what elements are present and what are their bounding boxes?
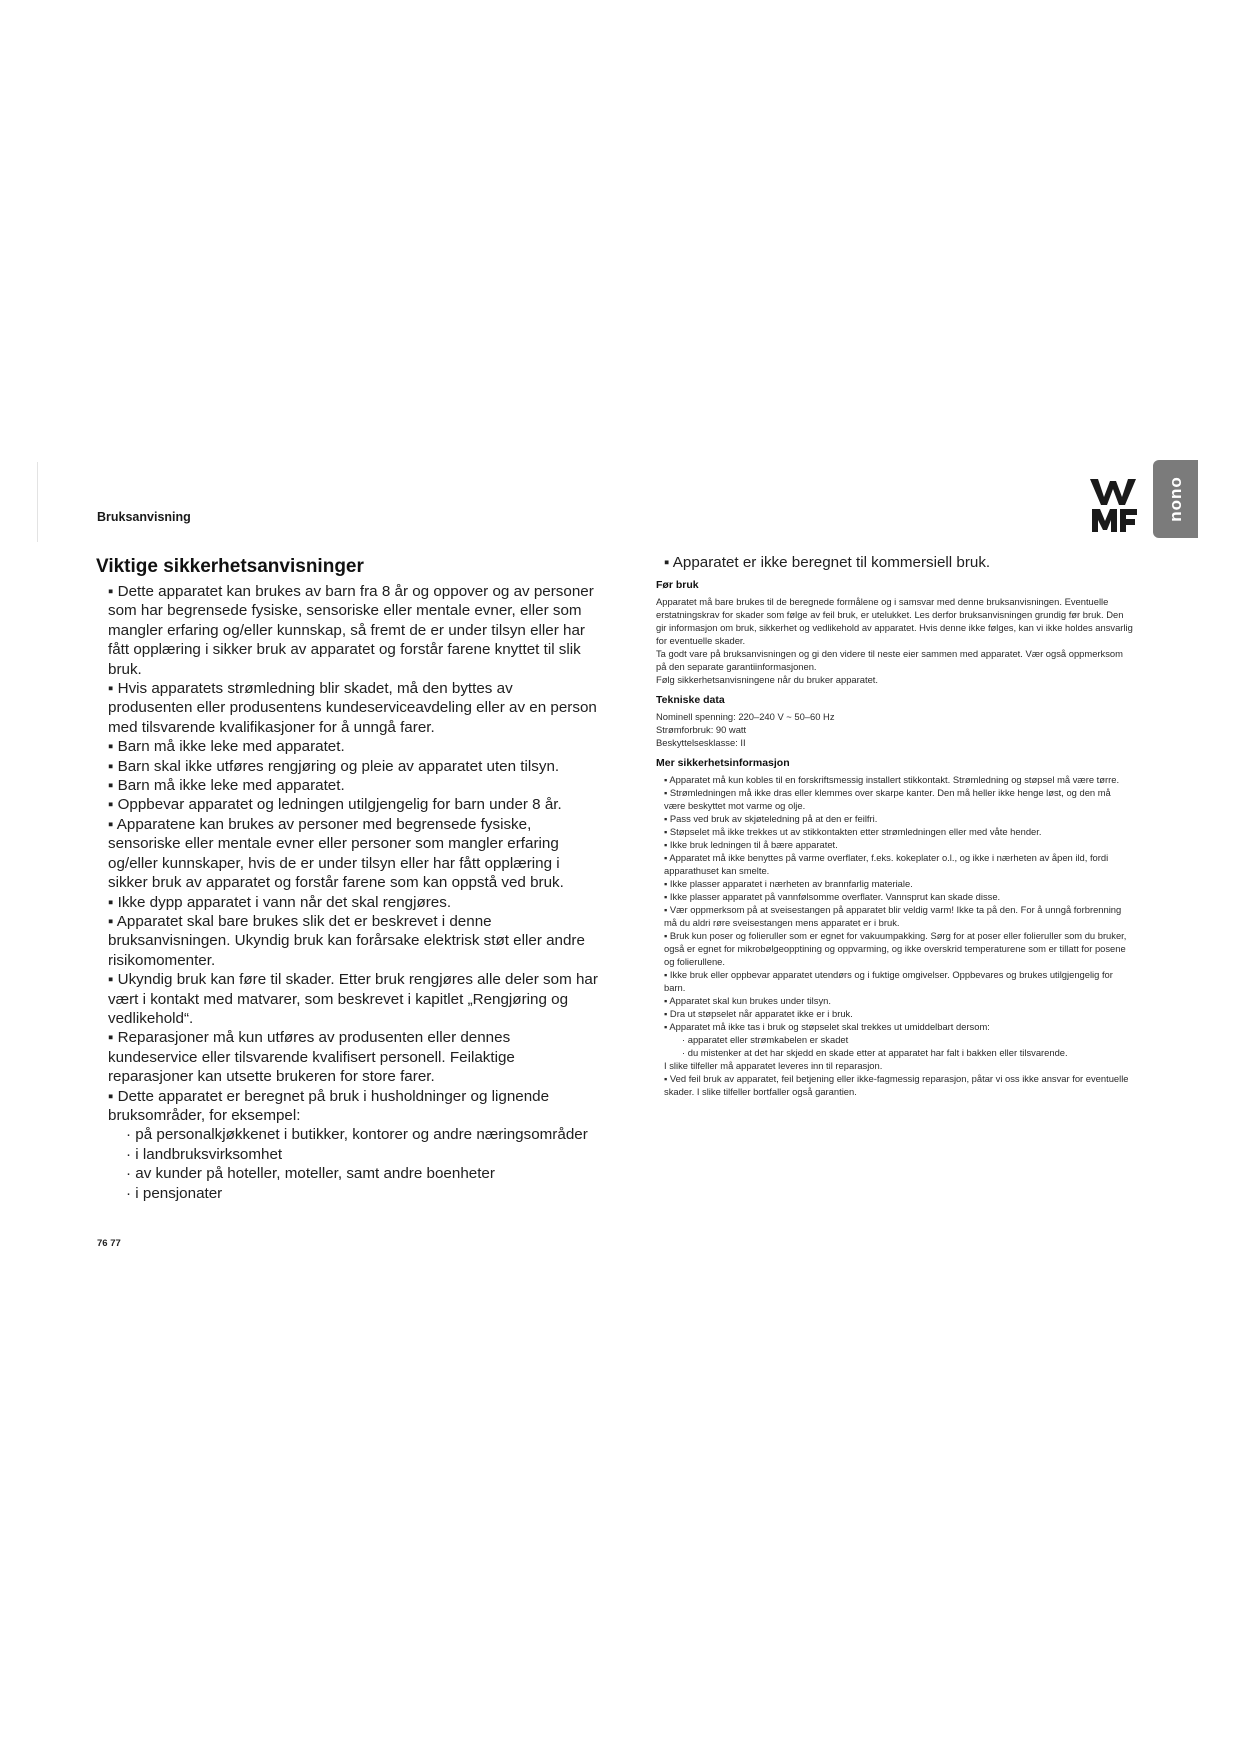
list-item: ▪ Ikke bruk ledningen til å bære apparatet. [664, 839, 838, 850]
list-item: ▪ Barn skal ikke utføres rengjøring og pleie av apparatet uten tilsyn. [108, 757, 560, 775]
list-item: ▪ Apparatet må ikke benyttes på varme overflater, f.eks. kokeplater o.l., og ikke i nærheten av åpen ild, fordi apparathuset kan smelte. [664, 852, 1109, 876]
list-item: ▪ Ikke bruk eller oppbevar apparatet utendørs og i fuktige omgivelser. Oppbevares og brukes utilgjengelig for barn. [664, 969, 1113, 993]
sub-list-item: · på personalkjøkkenet i butikker, kontorer og andre næringsområder [126, 1126, 588, 1144]
language-tab [1153, 460, 1198, 538]
sub-list-item: · i landbruksvirksomhet [126, 1145, 283, 1163]
wmf-logo [1088, 475, 1140, 535]
list-item: ▪ Dette apparatet er beregnet på bruk i husholdninger og lignende bruksområder, for eksempel: [108, 1087, 550, 1124]
list-item: ▪ Dra ut støpselet når apparatet ikke er i bruk. [664, 1008, 853, 1019]
list-item: ▪ Reparasjoner må kun utføres av produsenten eller dennes kundeservice eller tilsvarende kvalifisert personell. Feilaktige reparasjoner kan utsette brukeren for store farer. [108, 1029, 515, 1086]
list-item: ▪ Apparatene kan brukes av personer med begrensede fysiske, sensoriske eller mentale evner eller personer som mangler erfaring og/eller kunnskaper, hvis de er under tilsyn eller har fått opplæring i sikker bruk av apparatet og forstår farene som kan oppstå ved bruk. [108, 815, 564, 892]
right-column [654, 553, 1134, 1098]
list-item: ▪ Pass ved bruk av skjøteledning på at den er feilfri. [664, 813, 878, 824]
list-item: ▪ Støpselet må ikke trekkes ut av stikkontakten etter strømledningen eller med våte hender. [664, 826, 1042, 837]
technical-data [656, 710, 1134, 749]
list-item: ▪ Barn må ikke leke med apparatet. [108, 777, 345, 795]
safety-list [96, 582, 601, 1203]
list-item: ▪ Vær oppmerksom på at sveisestangen på apparatet blir veldig varm! Ikke ta på den. For å unngå forbrenning må du aldri røre sveisestangen mens apparatet er i bruk. [664, 904, 1122, 928]
safety-info-list [656, 773, 1134, 1098]
page-title: Viktige sikkerhetsanvisninger [96, 556, 364, 577]
list-item: ▪ Apparatet må kun kobles til en forskriftsmessig installert stikkontakt. Strømledning og støpsel må være tørre. [664, 774, 1120, 785]
list-item: ▪ Bruk kun poser og folieruller som er egnet for vakuumpakking. Sørg for at poser eller folieruller som du bruker, også er egnet for mikrobølgeopptining og oppvarming, og ikke overskrid temperaturene som er tillatt for posene og folierullene. [664, 930, 1127, 967]
section-heading-mer-sikkerhet: Mer sikkerhetsinformasjon [656, 757, 790, 769]
spec-line: Strømforbruk: 90 watt [656, 724, 747, 735]
page-edge-line [37, 462, 38, 542]
sub-list-item: · av kunder på hoteller, moteller, samt andre boenheter [126, 1165, 495, 1183]
page-numbers: 76 77 [97, 1238, 121, 1249]
list-item: ▪ Oppbevar apparatet og ledningen utilgjengelig for barn under 8 år. [108, 796, 562, 814]
spec-line: Nominell spenning: 220–240 V ~ 50–60 Hz [656, 711, 835, 722]
list-item: ▪ Apparatet skal bare brukes slik det er beskrevet i denne bruksanvisningen. Ukyndig bruk kan forårsake elektrisk støt eller andre risikomomenter. [108, 912, 585, 969]
list-item: ▪ Apparatet er ikke beregnet til kommersiell bruk. [664, 554, 991, 571]
list-item: ▪ Apparatet må ikke tas i bruk og støpselet skal trekkes ut umiddelbart dersom: [664, 1021, 990, 1032]
paragraph: Følg sikkerhetsanvisningene når du bruker apparatet. [656, 674, 878, 685]
list-item: ▪ Apparatet skal kun brukes under tilsyn. [664, 995, 831, 1006]
section-heading-tekniske-data: Tekniske data [656, 694, 725, 706]
list-item: ▪ Ved feil bruk av apparatet, feil betjening eller ikke-fagmessig reparasjon, påtar vi oss ikke ansvar for eventuelle skader. I slike tilfeller bortfaller også garantien. [664, 1073, 1129, 1097]
for-bruk-text [656, 595, 1134, 686]
list-item: ▪ Ikke plasser apparatet i nærheten av brannfarlig materiale. [664, 878, 913, 889]
list-item: ▪ Strømledningen må ikke dras eller klemmes over skarpe kanter. Den må heller ikke henge løst, og den må være beskyttet mot varme og olje. [664, 787, 1111, 811]
section-label: Bruksanvisning [97, 510, 191, 524]
list-item: ▪ Barn må ikke leke med apparatet. [108, 738, 345, 756]
sub-list-item: · du mistenker at det har skjedd en skade etter at apparatet har falt i bakken eller tilsvarende. [682, 1047, 1068, 1058]
sub-list-item: · apparatet eller strømkabelen er skadet [682, 1034, 849, 1045]
list-item: ▪ Hvis apparatets strømledning blir skadet, må den byttes av produsenten eller produsentens kundeserviceavdeling eller av en person med tilsvarende kvalifikasjoner for å unngå farer. [108, 680, 597, 736]
note-text: I slike tilfeller må apparatet leveres inn til reparasjon. [664, 1060, 883, 1071]
spec-line: Beskyttelsesklasse: II [656, 737, 746, 748]
section-heading-for-bruk: Før bruk [656, 579, 699, 591]
list-item: ▪ Dette apparatet kan brukes av barn fra 8 år og oppover og av personer som har begrensede fysiske, sensoriske eller mentale evner, eller som mangler erfaring og/eller kunnskap, så fremt de er under tilsyn eller har fått opplæring i sikker bruk av apparatet og forstår farene knyttet til slik bruk. [108, 583, 594, 678]
list-item: ▪ Ikke plasser apparatet på vannfølsomme overflater. Vannsprut kan skade disse. [664, 891, 1001, 902]
list-item: ▪ Ukyndig bruk kan føre til skader. Etter bruk rengjøres alle deler som har vært i kontakt med matvarer, som beskrevet i kapitlet „Rengjøring og vedlikehold“. [108, 971, 598, 1027]
paragraph: Apparatet må bare brukes til de beregnede formålene og i samsvar med denne bruksanvisningen. Eventuelle erstatningskrav for skader som følge av feil bruk, er utelukket. Les derfor bruksanvisningen grundig før bruk. Den gir informasjon om bruk, sikkerhet og vedlikehold av apparatet. Hvis denne ikke følges, kan vi ikke holdes ansvarlig for eventuelle skader. [656, 596, 1133, 646]
left-column [96, 556, 601, 1203]
paragraph: Ta godt vare på bruksanvisningen og gi den videre til neste eier sammen med apparatet. Vær også oppmerksom på den separate garantiinformasjonen. [656, 648, 1123, 672]
list-item: ▪ Ikke dypp apparatet i vann når det skal rengjøres. [108, 893, 452, 911]
sub-list-item: · i pensjonater [126, 1184, 223, 1202]
language-tab-label: nono [1165, 476, 1185, 522]
